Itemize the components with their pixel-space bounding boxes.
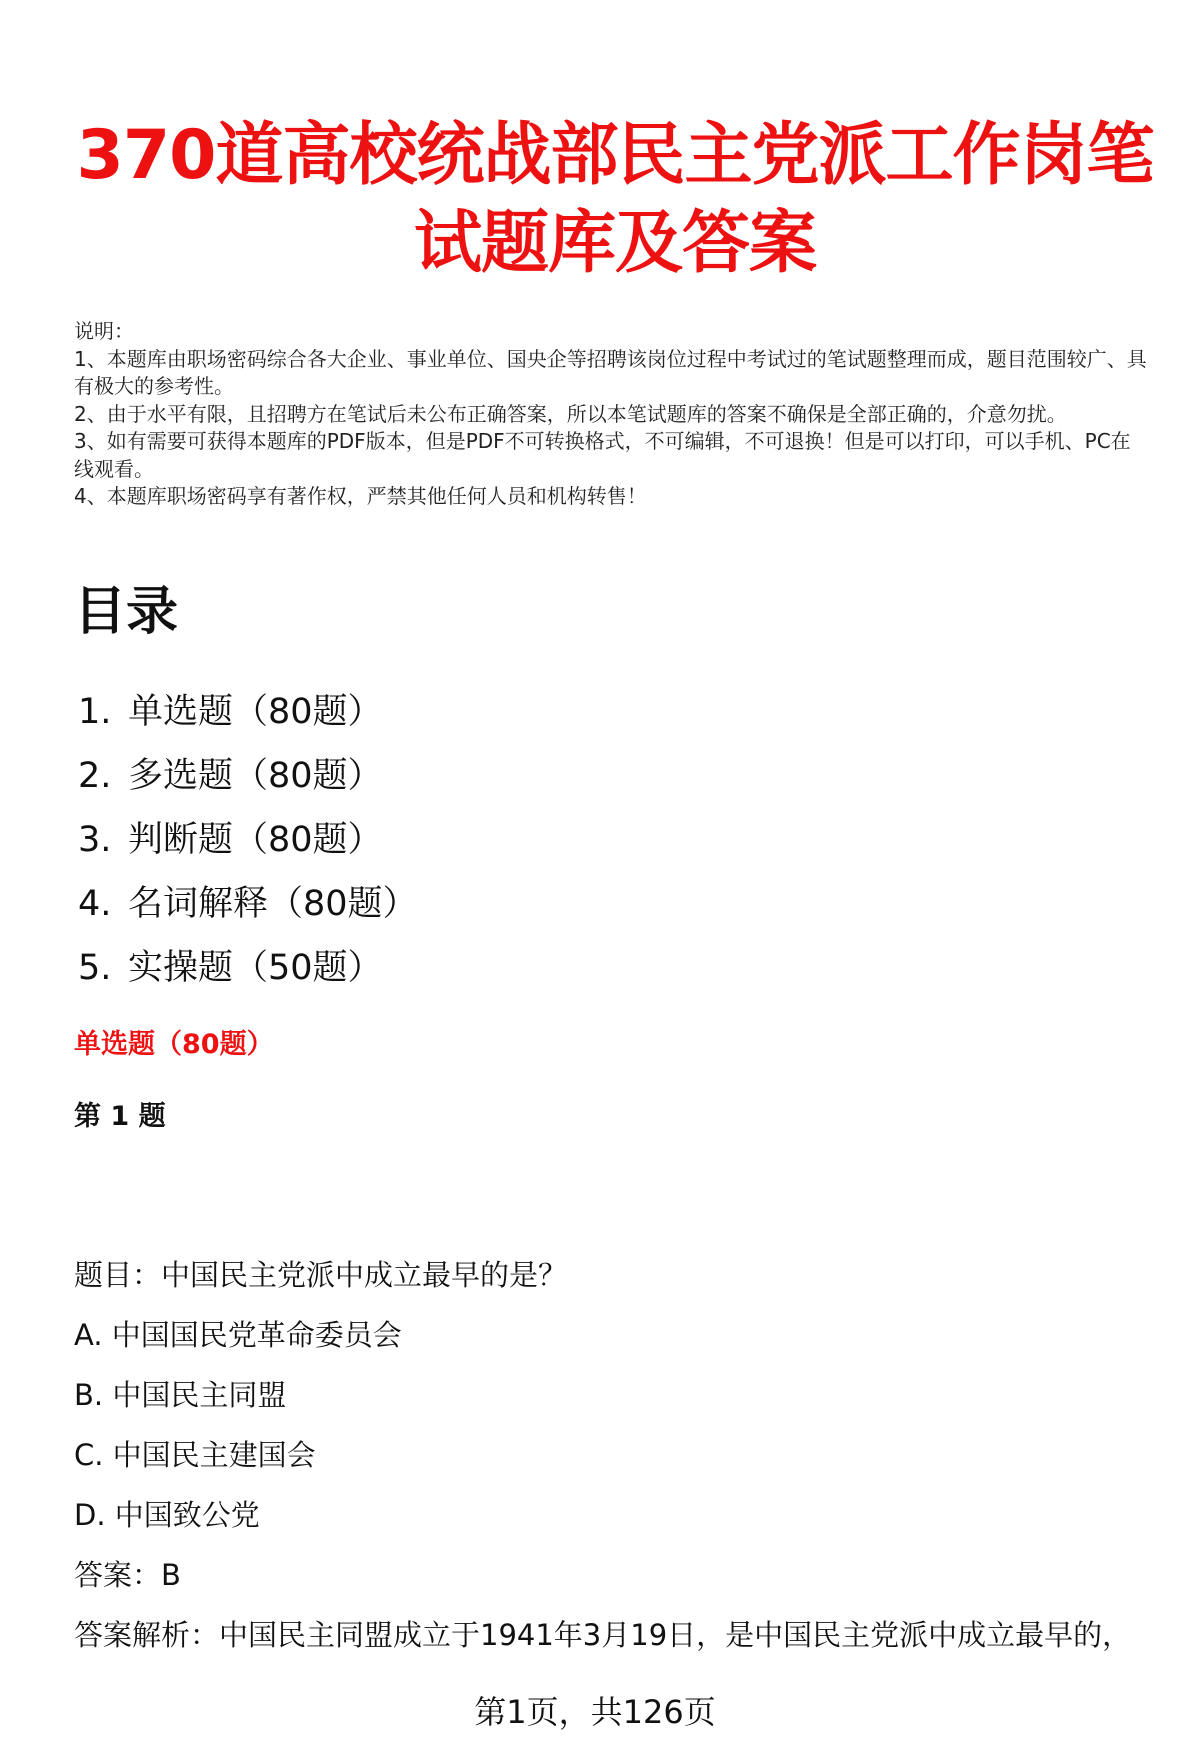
- toc-item-number: 1.: [78, 692, 112, 732]
- notes-heading: 说明：: [74, 319, 134, 343]
- document-title: 370道高校统战部民主党派工作岗笔试题库及答案: [76, 116, 1154, 283]
- toc-item-number: 2.: [78, 756, 112, 796]
- page-footer: 第1页，共126页: [474, 1693, 716, 1731]
- toc-item[interactable]: [78, 744, 418, 808]
- toc-item-label: 多选题（80题）: [128, 756, 383, 796]
- answer-explanation: 答案解析：中国民主同盟成立于1941年3月19日，是中国民主党派中成立最早的，: [74, 1618, 1132, 1652]
- toc-item-number: 3.: [78, 820, 112, 860]
- notes-block: [74, 318, 1149, 511]
- toc-item[interactable]: [78, 808, 418, 872]
- toc-item[interactable]: [78, 936, 418, 1000]
- option-b: B. 中国民主同盟: [74, 1378, 287, 1412]
- note-item: 4、本题库职场密码享有著作权，严禁其他任何人员和机构转售！: [74, 484, 647, 508]
- toc-item-label: 实操题（50题）: [128, 948, 383, 988]
- toc-heading: 目录: [74, 582, 179, 642]
- toc-item-number: 5.: [78, 948, 112, 988]
- note-item: 3、如有需要可获得本题库的PDF版本，但是PDF不可转换格式，不可编辑，不可退换！但是可以打印，可以手机、PC在线观看。: [74, 429, 1131, 481]
- toc-item[interactable]: [78, 872, 418, 936]
- note-item: 1、本题库由职场密码综合各大企业、事业单位、国央企等招聘该岗位过程中考试过的笔试题整理而成，题目范围较广、具有极大的参考性。: [74, 346, 1147, 398]
- toc-item-label: 单选题（80题）: [128, 692, 383, 732]
- section-title: 单选题（80题）: [74, 1029, 274, 1060]
- toc-item-label: 名词解释（80题）: [128, 884, 418, 924]
- question-text: 题目：中国民主党派中成立最早的是？: [74, 1258, 568, 1292]
- toc-item[interactable]: [78, 680, 418, 744]
- question-number: 第 1 题: [74, 1101, 166, 1132]
- note-item: 2、由于水平有限，且招聘方在笔试后未公布正确答案，所以本笔试题库的答案不确保是全部正确的，介意勿扰。: [74, 401, 1067, 426]
- toc-item-number: 4.: [78, 884, 112, 924]
- toc-item-label: 判断题（80题）: [128, 820, 383, 860]
- option-c: C. 中国民主建国会: [74, 1438, 316, 1472]
- table-of-contents: [78, 680, 418, 1000]
- option-a: A. 中国国民党革命委员会: [74, 1318, 402, 1352]
- answer-line: 答案：B: [74, 1558, 181, 1592]
- option-d: D. 中国致公党: [74, 1498, 260, 1532]
